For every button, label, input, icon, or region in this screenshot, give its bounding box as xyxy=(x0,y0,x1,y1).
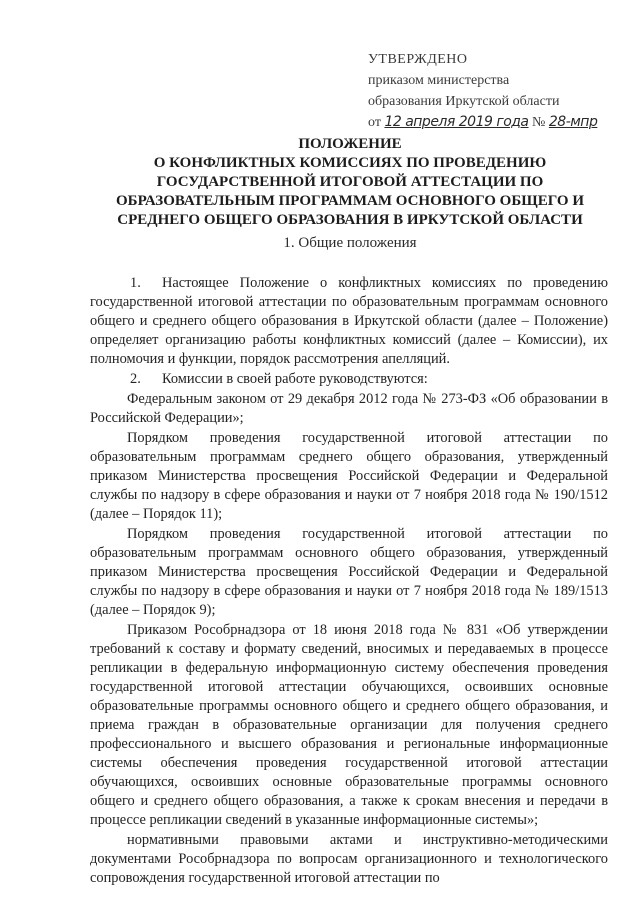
document-title xyxy=(90,135,610,230)
approval-title: УТВЕРЖДЕНО xyxy=(368,52,468,67)
paragraph-text: Настоящее Положение о конфликтных комиссиях по проведению государственной итоговой аттестации по образовательным программам основного общего и среднего общего образования в Иркутской области (далее – Положение) определяет организацию работы конфликтных комиссий (далее – Комиссии), их полномочия и функции, порядок рассмотрения апелляций. xyxy=(90,275,608,367)
title-line: ПОЛОЖЕНИЕ xyxy=(298,136,402,152)
paragraph-normative-acts: нормативными правовыми актами и инструктивно-методическими документами Рособрнадзора по вопросам организационного и технологического сопровождения государственной итоговой аттестации по xyxy=(90,832,608,886)
approval-prefix: от xyxy=(368,115,381,130)
paragraph-text: Комиссии в своей работе руководствуются: xyxy=(162,371,428,387)
title-line: ГОСУДАРСТВЕННОЙ ИТОГОВОЙ АТТЕСТАЦИИ ПО xyxy=(156,174,544,190)
paragraph-1 xyxy=(90,274,608,369)
handwritten-date: 12 апреля 2019 года xyxy=(384,114,529,130)
document-body xyxy=(90,274,608,889)
paragraph-order-11: Порядком проведения государственной итоговой аттестации по образовательным программам среднего общего образования, утвержденный приказом Министерства просвещения Российской Федерации и Федеральной службы по надзору в сфере образования и науки от 7 ноября 2018 года № 190/1512 (далее – Порядок 11); xyxy=(90,430,608,522)
paragraph-number: 1. xyxy=(130,275,141,291)
paragraph-order-9: Порядком проведения государственной итоговой аттестации по образовательным программам основного общего образования, утвержденный приказом Министерства просвещения Российской Федерации и Федеральной службы по надзору в сфере образования и науки от 7 ноября 2018 года № 189/1513 (далее – Порядок 9); xyxy=(90,526,608,618)
paragraph-number: 2. xyxy=(130,371,141,387)
title-line: О КОНФЛИКТНЫХ КОМИССИЯХ ПО ПРОВЕДЕНИЮ xyxy=(153,155,547,171)
approval-line-1: приказом министерства xyxy=(368,73,510,88)
approval-stamp-block xyxy=(368,49,597,133)
approval-date-line xyxy=(368,112,597,133)
paragraph-rosobrnadzor-831: Приказом Рособрнадзора от 18 июня 2018 года № 831 «Об утверждении требований к составу и формату сведений, вносимых и передаваемых в процессе репликации в федеральную информационную систему обеспечения проведения государственной итоговой аттестации обучающихся, освоивших основные образовательные программы основного общего и среднего общего образования, и приема граждан в образовательные организации для получения среднего профессионального и высшего образования и региональные информационные системы обеспечения проведения государственной итоговой аттестации обучающихся, освоивших основные образовательные программы основного общего и среднего общего образования, а также к срокам внесения и передачи в процессе репликации сведений в указанные информационные системы»; xyxy=(90,622,608,828)
approval-line-2: образования Иркутской области xyxy=(368,94,560,109)
paragraph-2 xyxy=(90,370,608,389)
handwritten-number: 28-мпр xyxy=(548,114,598,130)
title-line: ОБРАЗОВАТЕЛЬНЫМ ПРОГРАММАМ ОСНОВНОГО ОБЩЕГО И xyxy=(115,193,584,209)
paragraph-federal-law: Федеральным законом от 29 декабря 2012 года № 273-ФЗ «Об образовании в Российской Федерации»; xyxy=(90,391,608,426)
approval-number-sign: № xyxy=(532,115,546,130)
title-line: СРЕДНЕГО ОБЩЕГО ОБРАЗОВАНИЯ В ИРКУТСКОЙ ОБЛАСТИ xyxy=(117,212,583,228)
section-heading: 1. Общие положения xyxy=(283,235,417,251)
